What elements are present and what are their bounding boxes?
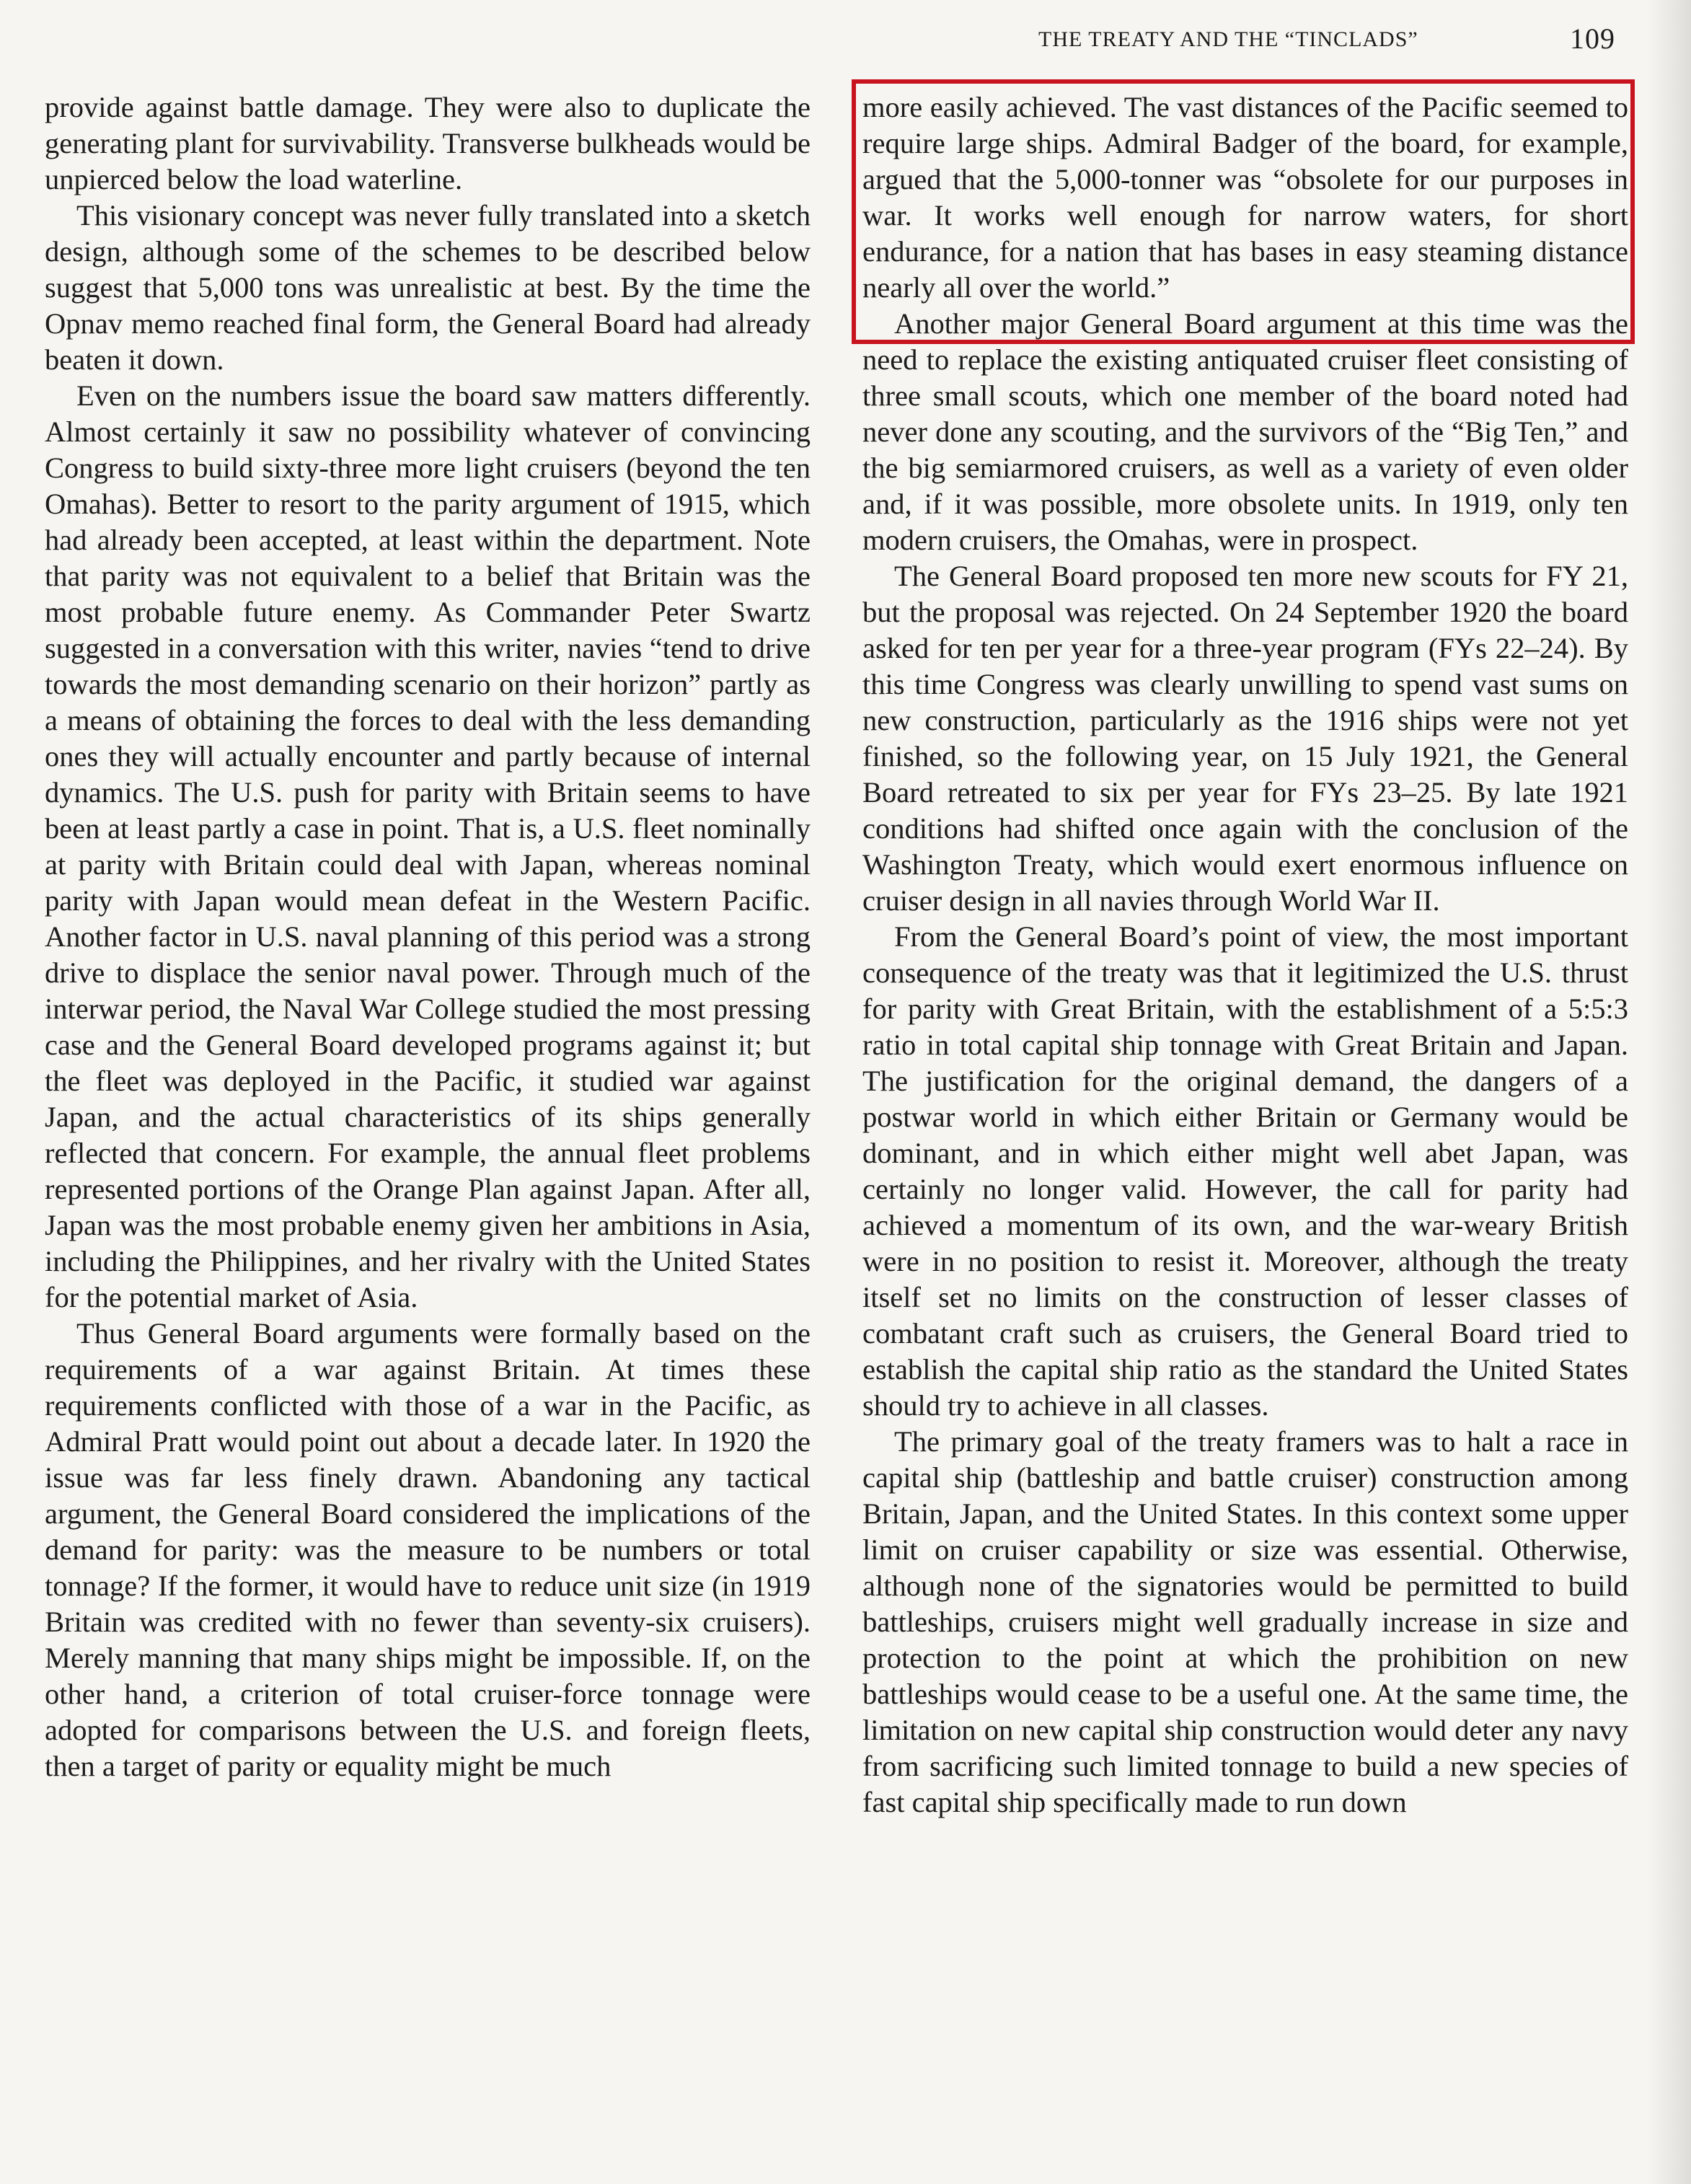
paragraph: From the General Board’s point of view, the most important consequence of the treaty was that it legitimized the U.S. thrust for parity with Great Britain, with the establishment of a 5:5:3 ratio in total capital ship tonnage with Great Britain and Japan. The justification for the original demand, the dangers of a postwar world in which either Britain or Germany would be dominant, and in which either might well abet Japan, was certainly no longer valid. However, the call for parity had achieved a momentum of its own, and the war-weary British were in no position to resist it. Moreover, although the treaty itself set no limits on the construction of lesser classes of combatant craft such as cruisers, the General Board tried to establish the capital ship ratio as the standard the United States should try to achieve in all classes. [862, 920, 1628, 1422]
paragraph-highlighted: more easily achieved. The vast distances of the Pacific seemed to require large ships. Admiral Badger of the board, for example, argued that the 5,000-tonner was “obsolete for our purposes in war. It works well enough for narrow waters, for short endurance, for a nation that has bases in easy steaming distance nearly all over the world.” [862, 91, 1628, 304]
right-column [862, 89, 1628, 1820]
paragraph: The General Board proposed ten more new scouts for FY 21, but the proposal was rejected. On 24 September 1920 the board asked for ten per year for a three-year program (FYs 22–24). By this time Congress was clearly unwilling to spend vast sums on new construction, particularly as the 1916 ships were not yet finished, so the following year, on 15 July 1921, the General Board retreated to six per year for FYs 23–25. By late 1921 conditions had shifted once again with the conclusion of the Washington Treaty, which would exert enormous influence on cruiser design in all navies through World War II. [862, 560, 1628, 917]
paragraph: This visionary concept was never fully translated into a sketch design, although some of the schemes to be described below suggest that 5,000 tons was unrealistic at best. By the time the Opnav memo reached final form, the General Board had already beaten it down. [45, 199, 811, 376]
paragraph: The primary goal of the treaty framers was to halt a race in capital ship (battleship and battle cruiser) construction among Britain, Japan, and the United States. In this context some upper limit on cruiser capability or size was essential. Otherwise, although none of the signatories would be permitted to build battleships, cruisers might well gradually increase in size and protection to the point at which the prohibition on new battleships would cease to be a useful one. At the same time, the limitation on new capital ship construction would deter any navy from sacrificing such limited tonnage to build a new species of fast capital ship specifically made to run down [862, 1425, 1628, 1818]
left-column [45, 89, 811, 1784]
running-title: THE TREATY AND THE “TINCLADS” [1038, 27, 1418, 51]
highlight-box [852, 79, 1635, 344]
paragraph: Thus General Board arguments were formally based on the requirements of a war against Britain. At times these requirements conflicted with those of a war in the Pacific, as Admiral Pratt would point out about a decade later. In 1920 the issue was far less finely drawn. Abandoning any tactical argument, the General Board considered the implications of the demand for parity: was the measure to be numbers or total tonnage? If the former, it would have to reduce unit size (in 1919 Britain was credited with no fewer than seventy-six cruisers). Merely manning that many ships might be impossible. If, on the other hand, a criterion of total cruiser-force tonnage were adopted for comparisons between the U.S. and foreign fleets, then a target of parity or equality might be much [45, 1317, 811, 1782]
paragraph: Even on the numbers issue the board saw matters differently. Almost certainly it saw no possibility whatever of convincing Congress to build sixty-three more light cruisers (beyond the ten Omahas). Better to resort to the parity argument of 1915, which had already been accepted, at least within the department. Note that parity was not equivalent to a belief that Britain was the most probable future enemy. As Commander Peter Swartz suggested in a conversation with this writer, navies “tend to drive towards the most demanding scenario on their horizon” partly as a means of obtaining the forces to deal with the less demanding ones they will actually encounter and partly because of internal dynamics. The U.S. push for parity with Britain seems to have been at least partly a case in point. That is, a U.S. fleet nominally at parity with Britain could deal with Japan, whereas nominal parity with Japan would mean defeat in the Western Pacific. Another factor in U.S. naval planning of this period was a strong drive to displace the senior naval power. Through much of the interwar period, the Naval War College studied the most pressing case and the General Board developed programs against it; but the fleet was deployed in the Pacific, it studied war against Japan, and the actual characteristics of its ships generally reflected that concern. For example, the annual fleet problems represented portions of the Orange Plan against Japan. After all, Japan was the most probable enemy given her ambitions in Asia, including the Philippines, and her rivalry with the United States for the potential market of Asia. [45, 379, 811, 1313]
page-gutter-shadow [1648, 0, 1691, 2184]
page-number: 109 [1570, 22, 1615, 55]
paragraph: provide against battle damage. They were also to duplicate the generating plant for survivability. Transverse bulkheads would be unpierced below the load waterline. [45, 91, 811, 195]
running-head [1038, 22, 1615, 58]
paragraph: Another major General Board argument at this time was the need to replace the existing antiquated cruiser fleet consisting of three small scouts, which one member of the board noted had never done any scouting, and the survivors of the “Big Ten,” and the big semiarmored cruisers, as well as a variety of even older and, if it was possible, more obsolete units. In 1919, only ten modern cruisers, the Omahas, were in prospect. [862, 307, 1628, 556]
